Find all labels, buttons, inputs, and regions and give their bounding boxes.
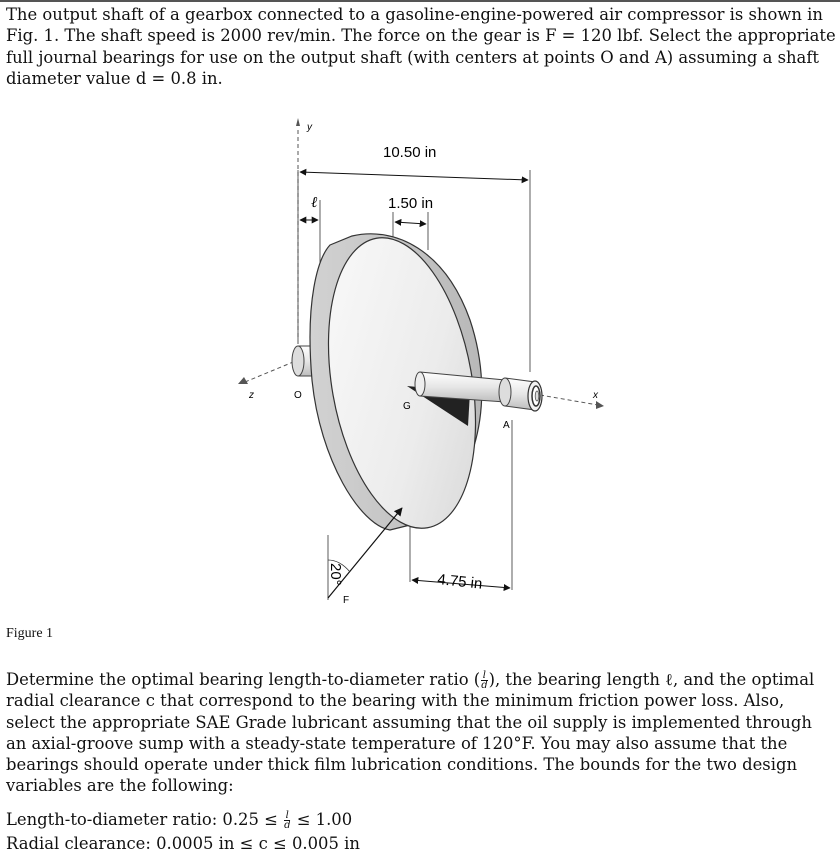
angle-label: 20° xyxy=(327,563,344,586)
bound1-denominator: d xyxy=(284,820,291,831)
force-F-label: F xyxy=(343,595,350,606)
ld-fraction xyxy=(481,671,487,690)
bound1-left: Length-to-diameter ratio: 0.25 ≤ xyxy=(6,810,284,829)
bearing-length-label: ℓ xyxy=(311,193,318,211)
dim-overall-length: 10.50 in xyxy=(383,144,437,161)
bound1-right: ≤ 1.00 xyxy=(291,810,353,829)
bound1-fraction xyxy=(284,811,290,830)
point-G-label: G xyxy=(403,401,411,412)
bound-radial-clearance: Radial clearance: 0.0005 in ≤ c ≤ 0.005 in xyxy=(6,834,360,853)
fraction-denominator: d xyxy=(481,680,488,691)
problem-statement: The output shaft of a gearbox connected to a gasoline-engine-powered air compressor is shown in Fig. 1. The shaft speed is 2000 rev/min. The force on the gear is F = 120 lbf. Select the appropriate full journal bearings for use on the output shaft (with centers at points O and A) assuming a shaft diameter value d = 0.8 in. xyxy=(6,5,836,88)
y-axis-label: y xyxy=(307,122,312,133)
figure-caption: Figure 1 xyxy=(6,626,54,641)
bearing-A xyxy=(499,378,542,411)
task-text-end: ), the bearing length ℓ, and the optimal radial clearance c that correspond to the bearing with the minimum friction power loss. Also, select the appropriate SAE Grade lubricant assuming that the oil supply is implemented through an axial-groove sump with a steady-state temperature of 120°F. You may also assume that the bearings should operate under thick film lubrication conditions. The bounds for the two design variables are the following: xyxy=(6,670,815,796)
bound-length-ratio xyxy=(6,810,352,830)
z-axis-label: z xyxy=(249,390,254,401)
fraction-numerator: l xyxy=(482,670,486,681)
point-A-label: A xyxy=(503,420,510,431)
bound1-numerator: l xyxy=(285,810,289,821)
task-statement xyxy=(6,669,836,797)
x-axis-line xyxy=(540,395,598,405)
task-text-start: Determine the optimal bearing length-to-diameter ratio ( xyxy=(6,670,481,689)
z-axis-line xyxy=(245,360,298,382)
point-O-label: O xyxy=(294,390,302,401)
dim-gear-offset: 1.50 in xyxy=(388,195,434,212)
x-axis-label: x xyxy=(593,390,598,401)
dim-gear-radius: 4.75 in xyxy=(436,571,484,593)
